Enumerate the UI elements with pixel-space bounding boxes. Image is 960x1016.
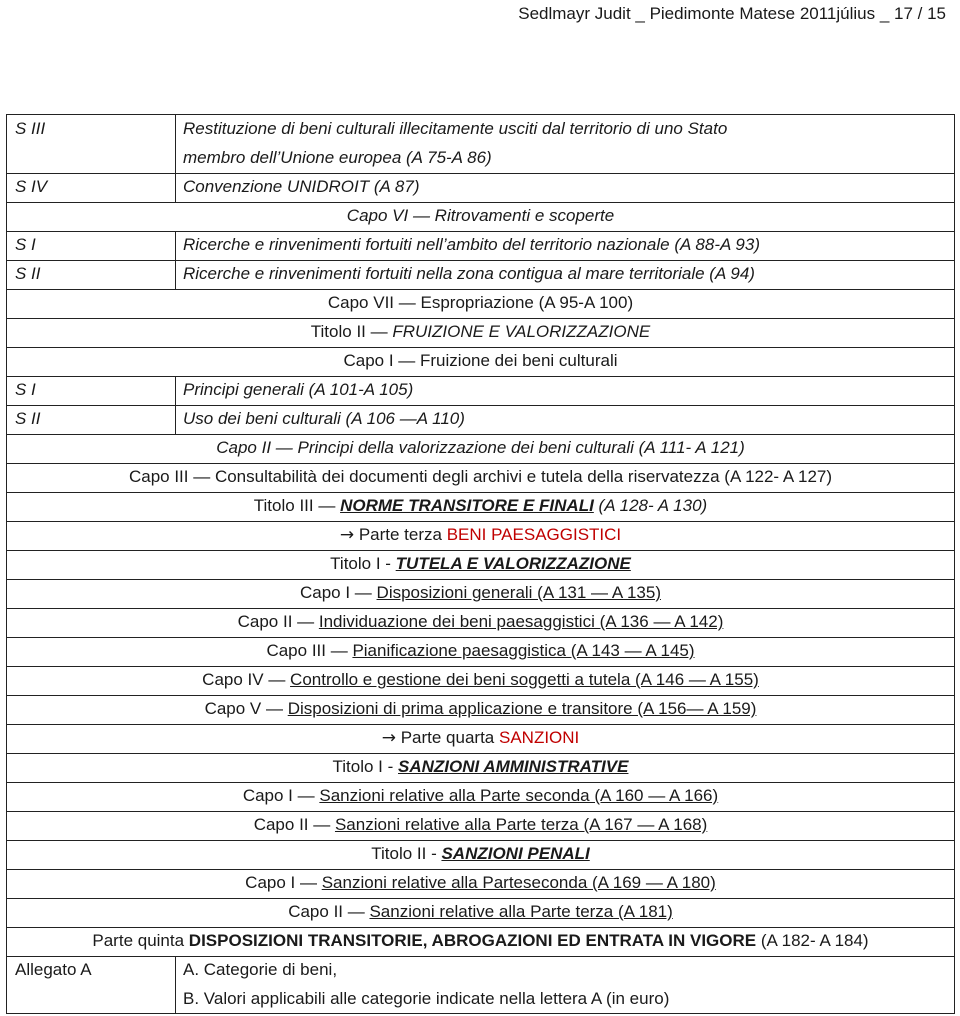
table-row <box>7 521 954 550</box>
heading-prefix: Capo II — <box>216 438 298 457</box>
row-text: Restituzione di beni culturali illecitamente usciti dal territorio di uno Stato <box>183 119 728 138</box>
heading-titolo-ii <box>7 843 954 865</box>
heading-prefix: Capo II — <box>288 902 370 921</box>
heading-suffix: (A 128- A 130) <box>593 496 708 515</box>
heading-prefix: Titolo I - <box>332 757 399 776</box>
heading-prefix: Capo I — <box>300 583 377 602</box>
heading-capo-iii <box>7 640 954 662</box>
heading-capo-i <box>7 582 954 604</box>
heading-capo-v <box>7 698 954 720</box>
page-header: Sedlmayr Judit _ Piedimonte Matese 2011július _ 17 / 15 <box>518 4 946 23</box>
heading-prefix: Titolo II — <box>310 322 393 341</box>
heading-main: SANZIONI <box>498 728 580 747</box>
heading-titolo-ii <box>7 321 954 343</box>
section-label: S II <box>15 409 41 428</box>
heading-capo-vi <box>7 205 954 227</box>
table-row <box>7 260 954 289</box>
table-row <box>7 956 954 985</box>
heading-main: NORME TRANSITORE E FINALI <box>340 496 594 515</box>
heading-main: Pianificazione paesaggistica (A 143 — A 145) <box>352 641 695 660</box>
row-text: membro dell’Unione europea (A 75-A 86) <box>183 148 492 167</box>
heading-titolo-i <box>7 756 954 778</box>
table-row <box>7 434 954 463</box>
table-row <box>7 608 954 637</box>
section-label: S II <box>15 264 41 283</box>
table-row <box>7 753 954 782</box>
heading-prefix: Capo I — <box>245 873 322 892</box>
heading-prefix: Capo I — <box>242 786 320 805</box>
table-row <box>7 318 954 347</box>
heading-titolo-i <box>7 553 954 575</box>
heading-main: Sanzioni relative alla Parte terza (A 167 — A 168) <box>334 815 708 834</box>
heading-titolo-iii <box>7 495 954 517</box>
table-row <box>7 550 954 579</box>
table-row <box>7 115 954 144</box>
heading-prefix: Capo V — <box>204 699 288 718</box>
row-text: Convenzione UNIDROIT (A 87) <box>183 177 420 196</box>
heading-main: Fruizione dei beni culturali <box>420 351 618 370</box>
table-row <box>7 637 954 666</box>
table-row <box>7 289 954 318</box>
table-row <box>7 492 954 521</box>
table-row <box>7 898 954 927</box>
row-text: A. Categorie di beni, <box>183 960 338 979</box>
heading-capo-iv <box>7 669 954 691</box>
heading-parte-quinta <box>7 930 954 952</box>
table-row <box>7 202 954 231</box>
heading-main: DISPOSIZIONI TRANSITORIE, ABROGAZIONI ED ENTRATA IN VIGORE <box>188 931 757 950</box>
row-text: Ricerche e rinvenimenti fortuiti nella zona contigua al mare territoriale (A 94) <box>183 264 755 283</box>
heading-capo-iii <box>7 466 954 488</box>
table-row <box>7 782 954 811</box>
heading-prefix: Capo VI — <box>346 206 435 225</box>
heading-prefix: Parte terza <box>354 525 447 544</box>
table-row <box>7 579 954 608</box>
row-text: Uso dei beni culturali (A 106 —A 110) <box>183 409 465 428</box>
heading-capo-i <box>7 872 954 894</box>
row-text: Principi generali (A 101-A 105) <box>183 380 414 399</box>
section-label: S III <box>15 119 46 138</box>
heading-main: Consultabilità dei documenti degli archivi e tutela della riservatezza (A 122- A 127) <box>214 467 833 486</box>
heading-prefix: Capo III — <box>128 467 215 486</box>
heading-prefix: Capo IV — <box>202 670 291 689</box>
heading-main: Sanzioni relative alla Parteseconda (A 169 — A 180) <box>321 873 716 892</box>
table-row <box>7 463 954 492</box>
table-row <box>7 144 954 173</box>
heading-main: Principi della valorizzazione dei beni culturali (A 111- A 121) <box>297 438 745 457</box>
heading-prefix: Capo II — <box>237 612 319 631</box>
heading-prefix: Capo VII — <box>327 293 421 312</box>
heading-prefix: Capo III — <box>266 641 353 660</box>
section-label: Allegato A <box>15 960 92 979</box>
section-label: S IV <box>15 177 48 196</box>
heading-capo-ii <box>7 437 954 459</box>
heading-capo-i <box>7 350 954 372</box>
heading-capo-vii <box>7 292 954 314</box>
heading-main: Ritrovamenti e scoperte <box>434 206 615 225</box>
heading-prefix: Titolo I - <box>330 554 396 573</box>
heading-suffix: (A 182- A 184) <box>756 931 869 950</box>
row-text: Ricerche e rinvenimenti fortuiti nell’ambito del territorio nazionale (A 88-A 93) <box>183 235 761 254</box>
heading-capo-ii <box>7 814 954 836</box>
heading-prefix: Capo I — <box>343 351 421 370</box>
table-row <box>7 724 954 753</box>
outline-table <box>6 114 955 1014</box>
heading-main: Espropriazione (A 95-A 100) <box>420 293 634 312</box>
heading-main: Controllo e gestione dei beni soggetti a tutela (A 146 — A 155) <box>290 670 759 689</box>
heading-main: TUTELA E VALORIZZAZIONE <box>395 554 631 573</box>
heading-prefix: Titolo III — <box>253 496 341 515</box>
section-label: S I <box>15 380 36 399</box>
heading-capo-ii <box>7 611 954 633</box>
arrow-right-icon: → <box>381 728 396 748</box>
table-row <box>7 927 954 956</box>
heading-prefix: Capo II — <box>253 815 335 834</box>
heading-main: Disposizioni generali (A 131 — A 135) <box>376 583 661 602</box>
row-text: B. Valori applicabili alle categorie indicate nella lettera A (in euro) <box>183 989 670 1008</box>
table-row <box>7 985 954 1014</box>
heading-main: SANZIONI AMMINISTRATIVE <box>398 757 629 776</box>
heading-capo-ii <box>7 901 954 923</box>
heading-main: SANZIONI PENALI <box>441 844 590 863</box>
heading-prefix: Parte quinta <box>92 931 189 950</box>
heading-parte-quarta <box>7 727 954 749</box>
heading-main: Sanzioni relative alla Parte terza (A 181) <box>369 902 673 921</box>
heading-parte-terza <box>7 524 954 546</box>
heading-main: Disposizioni di prima applicazione e transitore (A 156— A 159) <box>287 699 757 718</box>
table-row <box>7 231 954 260</box>
heading-prefix: Titolo II - <box>371 844 442 863</box>
heading-main: Sanzioni relative alla Parte seconda (A 160 — A 166) <box>319 786 719 805</box>
heading-main: FRUIZIONE E VALORIZZAZIONE <box>392 322 651 341</box>
table-row <box>7 405 954 434</box>
table-row <box>7 869 954 898</box>
table-row <box>7 173 954 202</box>
table-row <box>7 347 954 376</box>
table-row <box>7 695 954 724</box>
heading-main: Individuazione dei beni paesaggistici (A 136 — A 142) <box>318 612 724 631</box>
heading-main: BENI PAESAGGISTICI <box>446 525 622 544</box>
section-label: S I <box>15 235 36 254</box>
table-row <box>7 666 954 695</box>
table-row <box>7 376 954 405</box>
arrow-right-icon: → <box>339 525 355 545</box>
table-row <box>7 840 954 869</box>
table-row <box>7 811 954 840</box>
heading-capo-i <box>7 785 954 807</box>
heading-prefix: Parte quarta <box>395 728 499 747</box>
